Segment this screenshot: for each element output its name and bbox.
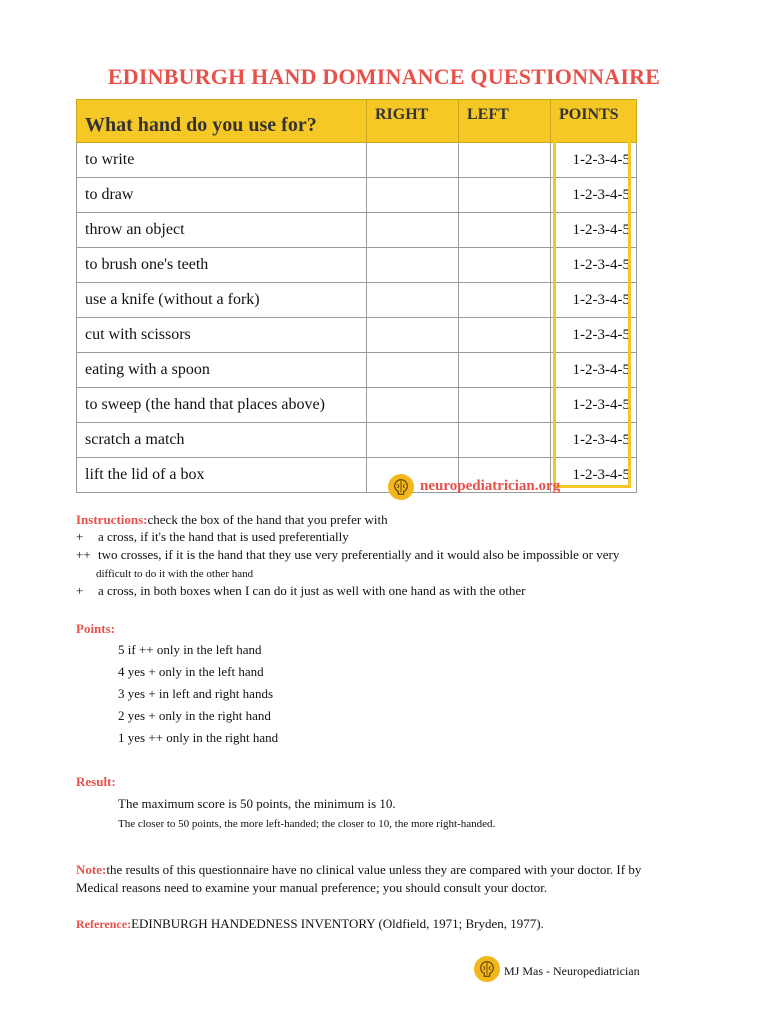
points-cell: 1-2-3-4-5 (551, 388, 637, 423)
right-column-header: RIGHT (367, 100, 459, 143)
result-line: The closer to 50 points, the more left-handed; the closer to 10, the more right-handed. (118, 818, 496, 830)
points-item: 3 yes + in left and right hands (118, 686, 273, 701)
left-hand-checkbox-cell[interactable] (459, 283, 551, 318)
brain-logo-icon (474, 956, 500, 982)
note-line: Medical reasons need to examine your manual preference; you should consult your doctor. (76, 880, 548, 895)
table-row (77, 388, 637, 423)
points-cell: 1-2-3-4-5 (551, 283, 637, 318)
points-cell: 1-2-3-4-5 (551, 458, 637, 493)
points-cell: 1-2-3-4-5 (551, 178, 637, 213)
table-row (77, 353, 637, 388)
footer-credit: MJ Mas - Neuropediatrician (504, 964, 640, 978)
right-hand-checkbox-cell[interactable] (367, 248, 459, 283)
left-hand-checkbox-cell[interactable] (459, 178, 551, 213)
question-cell: to sweep (the hand that places above) (77, 388, 367, 423)
table-row (77, 283, 637, 318)
left-hand-checkbox-cell[interactable] (459, 423, 551, 458)
points-item: 1 yes ++ only in the right hand (118, 730, 279, 745)
left-hand-checkbox-cell[interactable] (459, 353, 551, 388)
instructions-line (76, 511, 388, 529)
question-cell: scratch a match (77, 423, 367, 458)
right-hand-checkbox-cell[interactable] (367, 213, 459, 248)
questionnaire-table (76, 99, 637, 493)
table-header-row (77, 100, 637, 143)
right-hand-checkbox-cell[interactable] (367, 318, 459, 353)
table-row (77, 213, 637, 248)
table-row (77, 318, 637, 353)
points-cell: 1-2-3-4-5 (551, 423, 637, 458)
left-hand-checkbox-cell[interactable] (459, 213, 551, 248)
right-hand-checkbox-cell[interactable] (367, 353, 459, 388)
left-column-header: LEFT (459, 100, 551, 143)
question-cell: to brush one's teeth (77, 248, 367, 283)
right-hand-checkbox-cell[interactable] (367, 388, 459, 423)
question-cell: use a knife (without a fork) (77, 283, 367, 318)
instruction-item: + a cross, if it's the hand that is used preferentially (76, 529, 349, 544)
question-header: What hand do you use for? (77, 100, 367, 143)
points-cell: 1-2-3-4-5 (551, 143, 637, 178)
points-cell: 1-2-3-4-5 (551, 318, 637, 353)
points-item: 2 yes + only in the right hand (118, 708, 271, 723)
site-watermark: neuropediatrician.org (420, 478, 561, 494)
right-hand-checkbox-cell[interactable] (367, 423, 459, 458)
points-column-header: POINTS (551, 100, 637, 143)
page-title: EDINBURGH HAND DOMINANCE QUESTIONNAIRE (107, 64, 661, 89)
brain-logo-icon (388, 474, 414, 500)
points-cell: 1-2-3-4-5 (551, 353, 637, 388)
reference-line: Reference:EDINBURGH HANDEDNESS INVENTORY (Oldfield, 1971; Bryden, 1977). (76, 916, 544, 931)
right-hand-checkbox-cell[interactable] (367, 178, 459, 213)
points-label: Points: (76, 621, 115, 636)
table-row (77, 423, 637, 458)
points-item: 5 if ++ only in the left hand (118, 642, 262, 657)
points-cell: 1-2-3-4-5 (551, 248, 637, 283)
points-item: 4 yes + only in the left hand (118, 664, 264, 679)
note-line: Note:the results of this questionnaire have no clinical value unless they are compared with your doctor. If by (76, 862, 642, 877)
left-hand-checkbox-cell[interactable] (459, 388, 551, 423)
question-cell: lift the lid of a box (77, 458, 367, 493)
table-row (77, 143, 637, 178)
left-hand-checkbox-cell[interactable] (459, 143, 551, 178)
question-cell: throw an object (77, 213, 367, 248)
result-label: Result: (76, 774, 116, 789)
note-label: Note: (76, 862, 107, 877)
left-hand-checkbox-cell[interactable] (459, 248, 551, 283)
question-cell: cut with scissors (77, 318, 367, 353)
question-cell: to write (77, 143, 367, 178)
instruction-item: + a cross, in both boxes when I can do it just as well with one hand as with the other (76, 583, 526, 598)
right-hand-checkbox-cell[interactable] (367, 283, 459, 318)
points-cell: 1-2-3-4-5 (551, 213, 637, 248)
instruction-item: ++ two crosses, if it is the hand that they use very preferentially and it would also be impossible or very (76, 547, 620, 562)
instructions-text: check the box of the hand that you prefer with (147, 512, 388, 527)
table-row (77, 248, 637, 283)
right-hand-checkbox-cell[interactable] (367, 143, 459, 178)
reference-label: Reference: (76, 917, 132, 931)
left-hand-checkbox-cell[interactable] (459, 318, 551, 353)
instruction-item-continuation: difficult to do it with the other hand (96, 568, 254, 580)
table-row (77, 178, 637, 213)
instructions-label: Instructions: (76, 512, 148, 527)
question-cell: to draw (77, 178, 367, 213)
question-cell: eating with a spoon (77, 353, 367, 388)
result-line: The maximum score is 50 points, the minimum is 10. (118, 796, 396, 811)
